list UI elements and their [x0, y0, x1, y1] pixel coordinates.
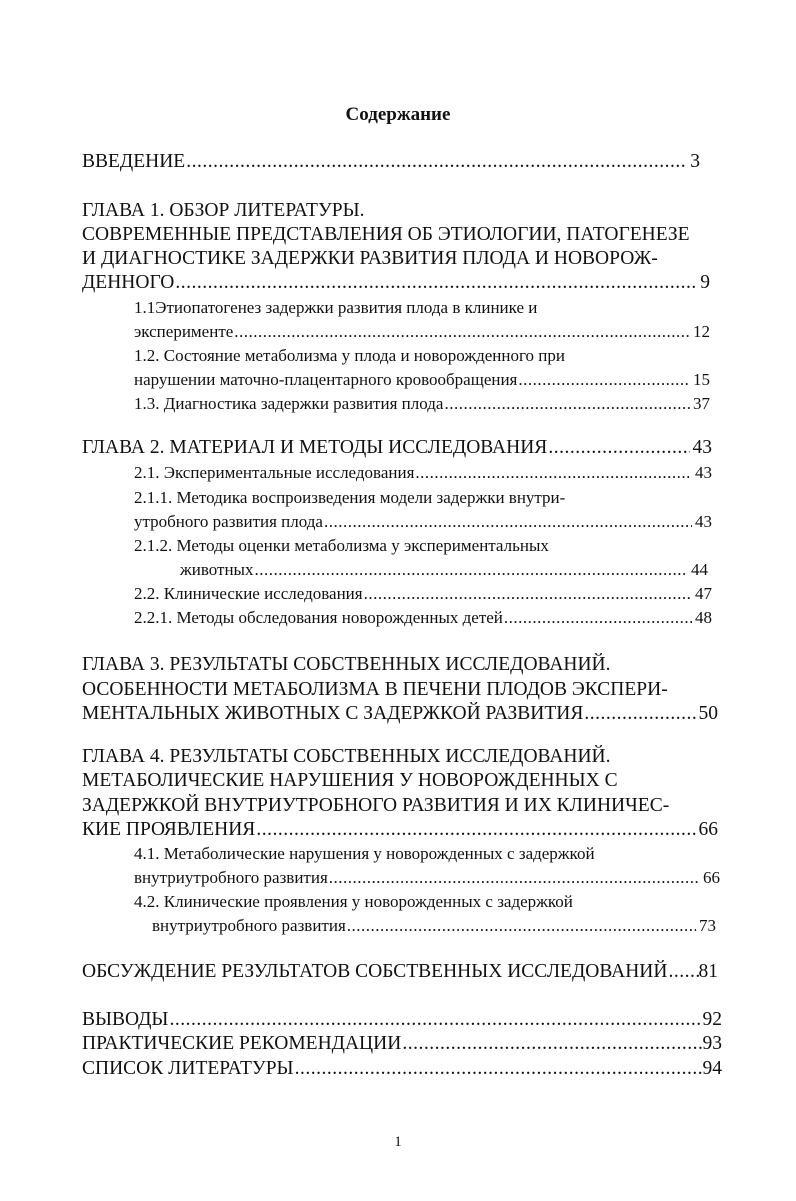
toc-leader-dots [175, 271, 697, 295]
toc-page-number: 43 [695, 463, 712, 482]
toc-entry-text: внутриутробного развития [152, 916, 346, 935]
toc-entry-text: ДЕННОГО [82, 272, 175, 293]
toc-leader-dots [415, 461, 692, 485]
toc-page-number: 43 [695, 512, 712, 531]
toc-page-number: 81 [698, 961, 718, 982]
toc-chapter-3-line1: ГЛАВА 3. РЕЗУЛЬТАТЫ СОБСТВЕННЫХ ИССЛЕДОВАНИЙ. [82, 654, 611, 675]
toc-page-number: 93 [702, 1033, 722, 1054]
toc-entry-references[interactable] [82, 1057, 722, 1081]
toc-chapter-1-line1: ГЛАВА 1. ОБЗОР ЛИТЕРАТУРЫ. [82, 200, 365, 221]
toc-page-number: 94 [702, 1058, 722, 1079]
toc-entry-text: ВВЕДЕНИЕ [82, 151, 186, 172]
toc-leader-dots [169, 1008, 702, 1032]
toc-entry-text: ВЫВОДЫ [82, 1009, 169, 1030]
toc-entry-introduction[interactable] [82, 150, 700, 174]
toc-entry-section-1-2[interactable] [134, 368, 710, 392]
toc-entry-recommendations[interactable] [82, 1032, 722, 1056]
toc-entry-text: утробного развития плода [134, 512, 323, 531]
toc-entry-chapter-2[interactable] [82, 436, 712, 460]
toc-entry-text: ГЛАВА 2. МАТЕРИАЛ И МЕТОДЫ ИССЛЕДОВАНИЯ [82, 437, 548, 458]
toc-section-1-2-line1: 1.2. Состояние метаболизма у плода и новорожденного при [134, 346, 566, 365]
toc-entry-discussion[interactable] [82, 960, 718, 984]
toc-entry-text: внутриутробного развития [134, 868, 328, 887]
toc-page-number: 50 [698, 703, 718, 724]
toc-entry-text: 2.2. Клинические исследования [134, 584, 363, 603]
toc-entry-section-2-2[interactable] [134, 582, 712, 606]
toc-page-number: 66 [703, 868, 720, 887]
toc-page-number: 48 [695, 608, 712, 627]
page-title: Содержание [345, 104, 451, 125]
toc-entry-section-2-2-1[interactable] [134, 606, 712, 630]
toc-entry-text: ОБСУЖДЕНИЕ РЕЗУЛЬТАТОВ СОБСТВЕННЫХ ИССЛЕДОВАНИЙ [82, 961, 668, 982]
toc-entry-text: нарушении маточно-плацентарного кровообращения [134, 370, 518, 389]
toc-entry-section-4-2[interactable] [152, 914, 716, 938]
toc-leader-dots [504, 606, 692, 630]
toc-page-number: 66 [698, 819, 718, 840]
toc-chapter-1-line2: СОВРЕМЕННЫЕ ПРЕДСТАВЛЕНИЯ ОБ ЭТИОЛОГИИ, ПАТОГЕНЕЗЕ [82, 224, 690, 245]
toc-entry-chapter-3[interactable] [82, 702, 718, 726]
toc-page-number: 12 [693, 322, 710, 341]
toc-entry-section-2-1-2[interactable] [180, 558, 708, 582]
toc-leader-dots [364, 582, 692, 606]
toc-section-2-1-2-line1: 2.1.2. Методы оценки метаболизма у экспериментальных [134, 536, 549, 555]
toc-entry-text: животных [180, 560, 254, 579]
toc-entry-text: МЕНТАЛЬНЫХ ЖИВОТНЫХ С ЗАДЕРЖКОЙ РАЗВИТИЯ [82, 703, 584, 724]
toc-leader-dots [329, 866, 700, 890]
toc-leader-dots [584, 702, 695, 726]
toc-section-2-1-1-line1: 2.1.1. Методика воспроизведения модели задержки внутри- [134, 488, 566, 507]
toc-page-number: 3 [690, 151, 700, 172]
toc-page-number: 43 [692, 437, 712, 458]
toc-leader-dots [444, 392, 690, 416]
toc-leader-dots [402, 1032, 702, 1056]
toc-leader-dots [256, 818, 695, 842]
toc-chapter-4-line1: ГЛАВА 4. РЕЗУЛЬТАТЫ СОБСТВЕННЫХ ИССЛЕДОВАНИЙ. [82, 746, 611, 767]
toc-chapter-4-line3: ЗАДЕРЖКОЙ ВНУТРИУТРОБНОГО РАЗВИТИЯ И ИХ КЛИНИЧЕС- [82, 795, 670, 816]
toc-chapter-1-line3: И ДИАГНОСТИКЕ ЗАДЕРЖКИ РАЗВИТИЯ ПЛОДА И НОВОРОЖ- [82, 248, 658, 269]
toc-leader-dots [295, 1057, 703, 1081]
toc-entry-text: 2.2.1. Методы обследования новорожденных детей [134, 608, 503, 627]
toc-entry-section-4-1[interactable] [134, 866, 720, 890]
toc-section-1-1-line1: 1.1Этиопатогенез задержки развития плода в клинике и [134, 298, 538, 317]
toc-page-number: 92 [702, 1009, 722, 1030]
toc-entry-text: 1.3. Диагностика задержки развития плода [134, 394, 444, 413]
toc-leader-dots [347, 914, 696, 938]
toc-chapter-4-line2: МЕТАБОЛИЧЕСКИЕ НАРУШЕНИЯ У НОВОРОЖДЕННЫХ С [82, 770, 618, 791]
toc-entry-text: 2.1. Экспериментальные исследования [134, 463, 415, 482]
toc-leader-dots [234, 320, 690, 344]
toc-entry-text: КИЕ ПРОЯВЛЕНИЯ [82, 819, 256, 840]
toc-entry-section-2-1-1[interactable] [134, 510, 712, 534]
toc-entry-section-1-1[interactable] [134, 320, 710, 344]
toc-leader-dots [324, 510, 692, 534]
toc-entry-chapter-1[interactable] [82, 271, 710, 295]
toc-entry-text: ПРАКТИЧЕСКИЕ РЕКОМЕНДАЦИИ [82, 1033, 402, 1054]
toc-page-number: 15 [693, 370, 710, 389]
toc-entry-chapter-4[interactable] [82, 818, 718, 842]
toc-entry-section-2-1[interactable] [134, 461, 712, 485]
toc-leader-dots [254, 558, 688, 582]
toc-page-number: 73 [699, 916, 716, 935]
toc-entry-conclusions[interactable] [82, 1008, 722, 1032]
toc-entry-text: СПИСОК ЛИТЕРАТУРЫ [82, 1058, 294, 1079]
toc-page-number: 37 [693, 394, 710, 413]
toc-section-4-2-line1: 4.2. Клинические проявления у новорожденных с задержкой [134, 892, 573, 911]
toc-entry-text: эксперименте [134, 322, 234, 341]
toc-page-number: 9 [700, 272, 710, 293]
toc-leader-dots [186, 150, 687, 174]
toc-chapter-3-line2: ОСОБЕННОСТИ МЕТАБОЛИЗМА В ПЕЧЕНИ ПЛОДОВ ЭКСПЕРИ- [82, 679, 668, 700]
toc-page-number: 47 [695, 584, 712, 603]
page-number: 1 [394, 1134, 402, 1150]
toc-leader-dots [548, 436, 689, 460]
toc-section-4-1-line1: 4.1. Метаболические нарушения у новорожденных с задержкой [134, 844, 595, 863]
toc-entry-section-1-3[interactable] [134, 392, 710, 416]
toc-leader-dots [518, 368, 690, 392]
toc-leader-dots [668, 960, 698, 984]
toc-page-number: 44 [691, 560, 708, 579]
